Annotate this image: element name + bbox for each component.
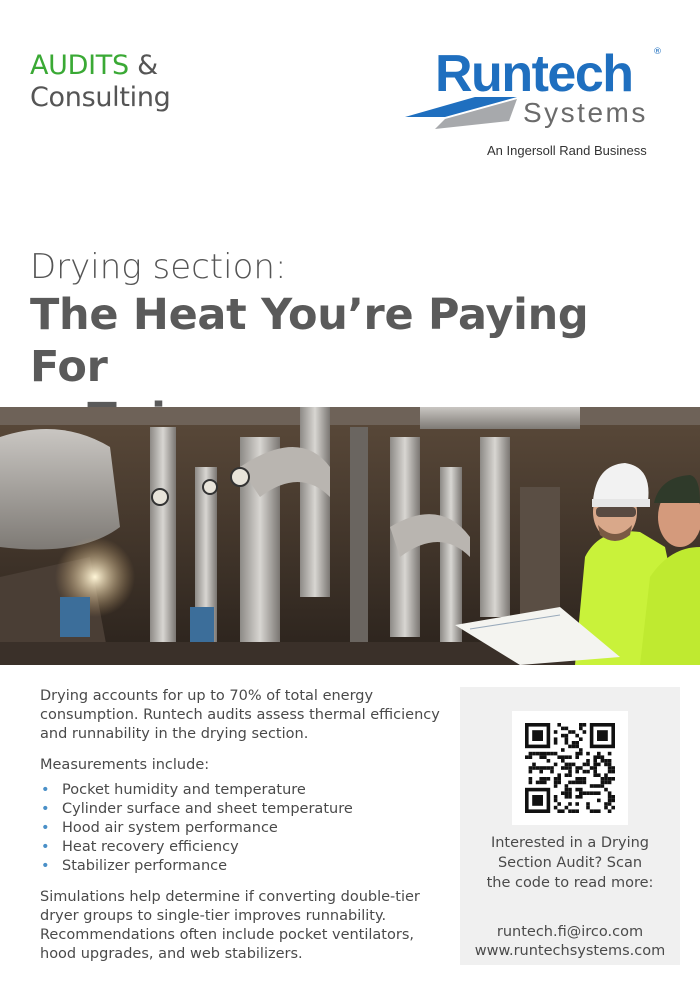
qr-code[interactable]: [512, 711, 628, 825]
bullet-icon: •: [41, 801, 50, 817]
headline-pretitle: Drying section:: [30, 247, 287, 287]
list-item: • Stabilizer performance: [41, 858, 228, 874]
website-link[interactable]: www.runtechsystems.com: [474, 943, 666, 959]
bullet-icon: •: [41, 782, 50, 798]
qr-panel: [460, 687, 680, 965]
measurements-list: [40, 781, 440, 876]
cta-line-3: the code to read more:: [486, 875, 654, 891]
panel-contact: [460, 923, 680, 961]
machinery-illustration: [0, 407, 700, 665]
tag-ampersand: &: [128, 50, 158, 81]
closing-paragraph: Simulations help determine if converting double-tier dryer groups to single-tier improves runnability. Recommendations often include pocket ventilators, hood upgrades, and web stabilizers.: [40, 889, 420, 962]
logo-subtitle: Systems: [523, 97, 648, 128]
cta-line-2: Section Audit? Scan: [497, 855, 643, 871]
registered-mark: ®: [653, 47, 662, 57]
headline-line-1: The Heat You’re Paying For: [30, 290, 589, 392]
panel-cta: [460, 833, 680, 893]
dryer-section-photo: [0, 407, 700, 665]
runtech-logo: [405, 45, 675, 165]
measurements-heading: Measurements include:: [40, 757, 210, 773]
intro-paragraph: Drying accounts for up to 70% of total energy consumption. Runtech audits assess thermal efficiency and runnability in the drying section.: [40, 688, 440, 742]
cta-line-1: Interested in a Drying: [490, 835, 650, 851]
logo-tagline: An Ingersoll Rand Business: [487, 143, 647, 158]
list-item: • Cylinder surface and sheet temperature: [41, 801, 353, 817]
tag-audits: AUDITS: [30, 50, 129, 81]
bullet-icon: •: [41, 858, 50, 874]
list-item: • Heat recovery efficiency: [41, 839, 239, 855]
email-link[interactable]: runtech.fi@irco.com: [496, 924, 644, 940]
list-item: • Pocket humidity and temperature: [41, 782, 306, 798]
logo-wordmark: Runtech: [435, 45, 633, 103]
list-item: • Hood air system performance: [41, 820, 278, 836]
audits-consulting-tag: [30, 50, 171, 114]
bullet-icon: •: [41, 839, 50, 855]
tag-consulting: Consulting: [30, 82, 171, 113]
body-text: [40, 687, 440, 976]
bullet-icon: •: [41, 820, 50, 836]
qr-code-icon[interactable]: [512, 711, 628, 825]
